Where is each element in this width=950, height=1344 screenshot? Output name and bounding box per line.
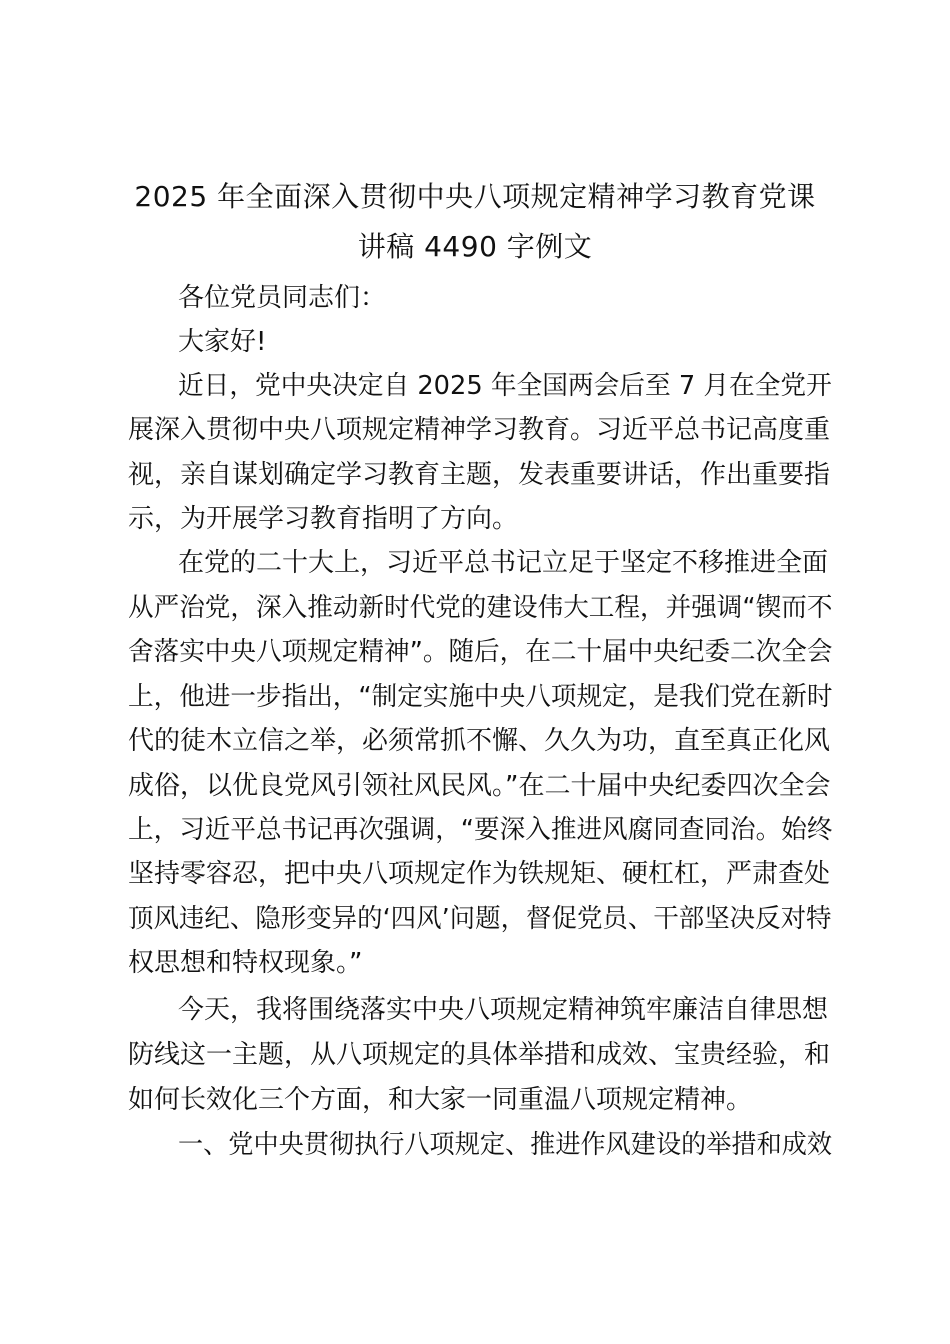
paragraph-line: 展深入贯彻中央八项规定精神学习教育。习近平总书记高度重 [128,415,831,445]
paragraph-line: 舍落实中央八项规定精神”。随后，在二十届中央纪委二次全会 [128,637,833,667]
paragraph-line: 权思想和特权现象。” [128,948,363,978]
paragraph-line: 顶风违纪、隐形变异的‘四风’问题，督促党员、干部坚决反对特 [128,904,832,934]
title-line: 2025 年全面深入贯彻中央八项规定精神学习教育党课 [134,180,816,213]
paragraph-line: 视，亲自谋划确定学习教育主题，发表重要讲话，作出重要指 [128,460,831,490]
paragraph-line: 示，为开展学习教育指明了方向。 [128,504,519,534]
title-line: 讲稿 4490 字例文 [357,230,593,263]
paragraph-line: 在党的二十大上，习近平总书记立足于坚定不移推进全面 [178,548,829,578]
salutation: 各位党员同志们： [178,283,387,313]
paragraph-line: 从严治党，深入推动新时代党的建设伟大工程，并强调“锲而不 [128,593,833,623]
paragraph-line: 上，他进一步指出，“制定实施中央八项规定，是我们党在新时 [128,682,833,712]
document-title [120,172,830,272]
paragraph-line: 代的徒木立信之举，必须常抓不懈、久久为功，直至真正化风 [128,726,831,756]
section-heading: 一、党中央贯彻执行八项规定、推进作风建设的举措和成效 [178,1130,833,1160]
greeting: 大家好! [178,327,267,357]
paragraph-line: 成俗，以优良党风引领社风民风。”在二十届中央纪委四次全会 [128,771,831,801]
paragraph-line: 如何长效化三个方面，和大家一同重温八项规定精神。 [128,1085,753,1115]
paragraph-line: 防线这一主题，从八项规定的具体举措和成效、宝贵经验，和 [128,1040,831,1070]
paragraph-line: 上，习近平总书记再次强调，“要深入推进风腐同查同治。始终 [128,815,833,845]
paragraph-line: 今天，我将围绕落实中央八项规定精神筑牢廉洁自律思想 [178,995,829,1025]
paragraph-line: 近日，党中央决定自 2025 年全国两会后至 7 月在全党开 [178,371,832,401]
paragraph-line: 坚持零容忍，把中央八项规定作为铁规矩、硬杠杠，严肃查处 [128,859,831,889]
